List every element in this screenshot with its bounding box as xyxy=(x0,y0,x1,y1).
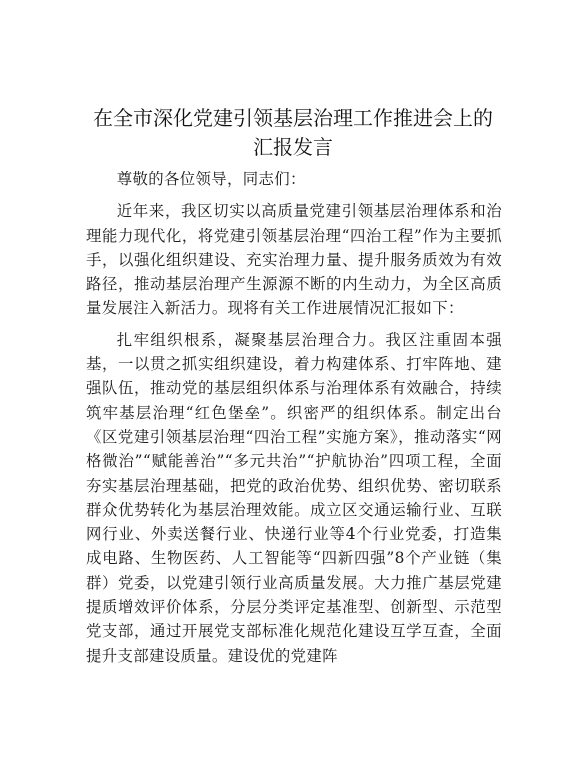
paragraph-intro: 近年来，我区切实以高质量党建引领基层治理体系和治理能力现代化，将党建引领基层治理“四治工程”作为主要抓手，以强化组织建设、充实治理力量、提升服务质效为有效路径，推动基层治理产生源源不断的内生动力，为全区高质量发展注入新活力。现将有关工作进展情况汇报如下： xyxy=(86,202,502,318)
title-line-2: 汇报发言 xyxy=(253,135,333,159)
greeting: 尊敬的各位领导，同志们： xyxy=(116,170,306,188)
document-body xyxy=(86,167,502,675)
paragraph-organization: 扎牢组织根系，凝聚基层治理合力。我区注重固本强基，一以贯之抓实组织建设，着力构建体系、打牢阵地、建强队伍，推动党的基层组织体系与治理体系有效融合，持续筑牢基层治理“红色堡垒”。织密严的组织体系。制定出台《区党建引领基层治理“四治工程”实施方案》，推动落实“网格微治”“赋能善治”“多元共治”“护航协治”四项工程，全面夯实基层治理基础，把党的政治优势、组织优势、密切联系群众优势转化为基层治理效能。成立区交通运输行业、互联网行业、外卖送餐行业、快递行业等4个行业党委，打造集成电路、生物医药、人工智能等“四新四强”8个产业链（集群）党委，以党建引领行业高质量发展。大力推广基层党建提质增效评价体系，分层分类评定基准型、创新型、示范型党支部，通过开展党支部标准化规范化建设互学互查，全面提升支部建设质量。建设优的党建阵 xyxy=(86,330,502,665)
document-title xyxy=(60,104,526,162)
title-line-1: 在全市深化党建引领基层治理工作推进会上的 xyxy=(93,106,493,130)
